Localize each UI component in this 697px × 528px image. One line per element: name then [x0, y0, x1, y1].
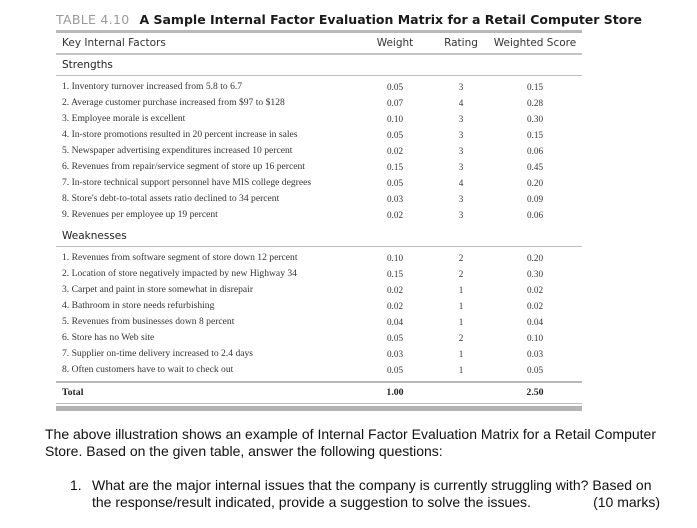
- question-body: [92, 477, 660, 511]
- factor-cell: 5. Newspaper advertising expenditures increased 10 percent: [62, 145, 293, 156]
- weight-cell: 0.02: [386, 301, 404, 311]
- factor-cell: 7. Supplier on-time delivery increased to 2.4 days: [62, 348, 254, 359]
- rating-cell: 2: [458, 269, 464, 279]
- table-caption: [56, 10, 643, 30]
- total-section: [56, 381, 582, 404]
- table-row: [56, 362, 582, 378]
- weight-cell: 0.07: [386, 98, 404, 108]
- rating-cell: 3: [458, 210, 464, 220]
- table-row: [56, 298, 582, 314]
- score-cell: 0.06: [526, 210, 544, 220]
- table-row: [56, 282, 582, 298]
- table-number: TABLE 4.10: [56, 12, 130, 27]
- score-cell: 0.04: [526, 317, 544, 327]
- rating-cell: 1: [458, 317, 464, 327]
- factor-cell: 3. Carpet and paint in store somewhat in disrepair: [62, 284, 254, 295]
- weight-cell: 0.05: [386, 178, 404, 188]
- weight-cell: 0.02: [386, 285, 404, 295]
- factor-cell: 1. Revenues from software segment of store down 12 percent: [62, 252, 298, 263]
- rating-cell: 3: [458, 146, 464, 156]
- score-cell: 0.20: [526, 178, 544, 188]
- score-cell: 0.06: [526, 146, 544, 156]
- section-weaknesses-title: Weaknesses: [62, 230, 127, 242]
- rating-cell: 1: [458, 349, 464, 359]
- rating-cell: 3: [458, 130, 464, 140]
- bottom-rule: [56, 406, 582, 411]
- intro-paragraph: The above illustration shows an example of Internal Factor Evaluation Matrix for a Retail Computer Store. Based on the given table, answer the following questions:: [45, 426, 656, 459]
- rating-cell: 3: [458, 194, 464, 204]
- rating-cell: 2: [458, 333, 464, 343]
- rating-cell: 1: [458, 365, 464, 375]
- question-text: What are the major internal issues that the company is currently struggling with? Based on the response/result indicated, provide a suggestion to solve the issues.: [92, 477, 652, 510]
- score-cell: 0.28: [526, 98, 544, 108]
- total-weight: 1.00: [386, 387, 404, 398]
- weight-cell: 0.15: [386, 269, 404, 279]
- score-cell: 0.02: [526, 285, 544, 295]
- table-header: [56, 33, 582, 55]
- factor-cell: 4. In-store promotions resulted in 20 percent increase in sales: [62, 129, 298, 140]
- weight-cell: 0.15: [386, 162, 404, 172]
- table-row: [56, 314, 582, 330]
- total-rating: [434, 383, 488, 403]
- question-marks: (10 marks): [593, 494, 660, 510]
- total-score: 2.50: [526, 387, 544, 398]
- factor-cell: 9. Revenues per employee up 19 percent: [62, 209, 218, 220]
- factor-cell: 6. Store has no Web site: [62, 332, 155, 343]
- total-row: [56, 383, 582, 403]
- question-number: 1.: [70, 477, 82, 493]
- table-row: [56, 250, 582, 266]
- weight-cell: 0.02: [386, 146, 404, 156]
- weaknesses-rows: [56, 246, 582, 381]
- rating-cell: 1: [458, 285, 464, 295]
- weight-cell: 0.05: [386, 333, 404, 343]
- factor-cell: 5. Revenues from businesses down 8 percent: [62, 316, 235, 327]
- header-rating: Rating: [444, 37, 478, 49]
- factor-cell: 2. Average customer purchase increased from $97 to $128: [62, 97, 285, 108]
- table-row: [56, 127, 582, 143]
- factor-cell: 7. In-store technical support personnel have MIS college degrees: [62, 177, 312, 188]
- score-cell: 0.45: [526, 162, 544, 172]
- score-cell: 0.20: [526, 253, 544, 263]
- weight-cell: 0.10: [386, 253, 404, 263]
- header-factor: Key Internal Factors: [62, 37, 166, 49]
- weight-cell: 0.03: [386, 194, 404, 204]
- table-row: [56, 159, 582, 175]
- table-row: [56, 207, 582, 223]
- table-title: A Sample Internal Factor Evaluation Matrix for a Retail Computer Store: [139, 12, 643, 27]
- table-row: [56, 111, 582, 127]
- score-cell: 0.02: [526, 301, 544, 311]
- rating-cell: 4: [458, 178, 464, 188]
- weight-cell: 0.05: [386, 365, 404, 375]
- ife-matrix-table: [56, 10, 643, 411]
- header-score: Weighted Score: [493, 37, 577, 49]
- table-row: [56, 346, 582, 362]
- question-item: [70, 477, 660, 511]
- weight-cell: 0.02: [386, 210, 404, 220]
- factor-cell: 8. Often customers have to wait to check out: [62, 364, 234, 375]
- table-row: [56, 175, 582, 191]
- score-cell: 0.15: [526, 82, 544, 92]
- table-row: [56, 79, 582, 95]
- rating-cell: 3: [458, 162, 464, 172]
- rating-cell: 3: [458, 114, 464, 124]
- factor-cell: 8. Store's debt-to-total assets ratio declined to 34 percent: [62, 193, 280, 204]
- score-cell: 0.05: [526, 365, 544, 375]
- factor-cell: 1. Inventory turnover increased from 5.8 to 6.7: [62, 81, 243, 92]
- factor-cell: 2. Location of store negatively impacted by new Highway 34: [62, 268, 297, 279]
- table-row: [56, 143, 582, 159]
- weight-cell: 0.04: [386, 317, 404, 327]
- score-cell: 0.15: [526, 130, 544, 140]
- header-weight: Weight: [376, 37, 414, 49]
- score-cell: 0.30: [526, 114, 544, 124]
- table-row: [56, 330, 582, 346]
- rating-cell: 3: [458, 82, 464, 92]
- factor-cell: 6. Revenues from repair/service segment of store up 16 percent: [62, 161, 305, 172]
- strengths-rows: [56, 75, 582, 226]
- factor-cell: 3. Employee morale is excellent: [62, 113, 186, 124]
- table-row: [56, 191, 582, 207]
- score-cell: 0.03: [526, 349, 544, 359]
- total-label: Total: [62, 387, 84, 398]
- weight-cell: 0.03: [386, 349, 404, 359]
- table-row: [56, 95, 582, 111]
- rating-cell: 2: [458, 253, 464, 263]
- score-cell: 0.10: [526, 333, 544, 343]
- weight-cell: 0.05: [386, 82, 404, 92]
- section-strengths-title: Strengths: [62, 59, 113, 71]
- score-cell: 0.09: [526, 194, 544, 204]
- table-row: [56, 266, 582, 282]
- weight-cell: 0.05: [386, 130, 404, 140]
- factor-cell: 4. Bathroom in store needs refurbishing: [62, 300, 215, 311]
- weight-cell: 0.10: [386, 114, 404, 124]
- rating-cell: 4: [458, 98, 464, 108]
- rating-cell: 1: [458, 301, 464, 311]
- score-cell: 0.30: [526, 269, 544, 279]
